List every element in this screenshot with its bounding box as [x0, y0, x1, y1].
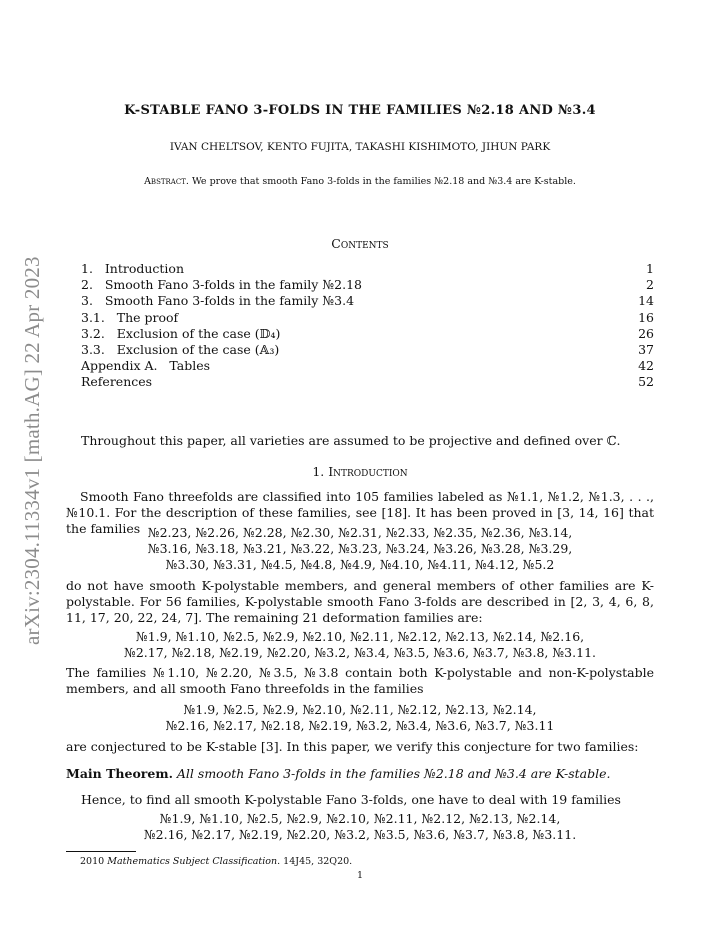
toc-entry-title: 3.1. The proof	[81, 309, 179, 325]
intro-paragraph-1: Smooth Fano threefolds are classified into 105 families labeled as №1.1, №1.2, №1.3, . . ., №10.1. For the description of these families, see [18]. It has been proved in [3, 14, 16] that the families	[66, 489, 654, 536]
intro-paragraph-5: Hence, to find all smooth K-polystable Fano 3-folds, one have to deal with 19 families	[81, 792, 621, 807]
toc-entry-page: 14	[638, 293, 654, 309]
family-list-2	[0, 629, 720, 661]
paper-title: K-STABLE FANO 3-FOLDS IN THE FAMILIES №2.18 AND №3.4	[124, 103, 596, 118]
toc-entry-page: 1	[646, 261, 654, 276]
abstract	[0, 176, 720, 187]
intro-paragraph-3: The families №1.10, №2.20, №3.5, №3.8 contain both K-polystable and non-K-polystable members, and all smooth Fano threefolds in the families	[66, 665, 654, 696]
footnote-year: 2010	[80, 856, 105, 867]
footnote-msc-codes: 14J45, 32Q20.	[283, 856, 353, 867]
list-item: №2.16, №2.17, №2.18, №2.19, №3.2, №3.4, №3.6, №3.7, №3.11	[165, 718, 555, 733]
toc-entry[interactable]	[81, 277, 654, 293]
intro-paragraph-4: are conjectured to be K-stable [3]. In this paper, we verify this conjecture for two families:	[66, 739, 639, 754]
footnote-rule	[66, 851, 136, 852]
list-item: №2.17, №2.18, №2.19, №2.20, №3.2, №3.4, №3.5, №3.6, №3.7, №3.8, №3.11.	[124, 645, 596, 660]
family-list-4	[0, 811, 720, 843]
toc-entry-page: 16	[638, 309, 654, 325]
toc-entry-title: 1. Introduction	[81, 261, 185, 276]
abstract-text: We prove that smooth Fano 3-folds in the families №2.18 and №3.4 are K-stable.	[191, 176, 576, 187]
toc-entry[interactable]	[81, 342, 654, 358]
toc-entry-title: 3. Smooth Fano 3-folds in the family №3.4	[81, 293, 355, 309]
toc-entry-title: 3.3. Exclusion of the case (𝔸₃)	[81, 341, 280, 357]
list-item: №1.9, №2.5, №2.9, №2.10, №2.11, №2.12, №2.13, №2.14,	[183, 702, 537, 717]
toc-entry-page: 42	[638, 358, 654, 374]
list-item: №2.23, №2.26, №2.28, №2.30, №2.31, №2.33, №2.35, №2.36, №3.14,	[147, 525, 573, 540]
page-number: 1	[356, 870, 364, 881]
toc-entry-page: 26	[638, 325, 654, 341]
toc-entry[interactable]	[81, 374, 654, 390]
abstract-label: Abstract.	[144, 176, 189, 187]
footnote-msc-label: Mathematics Subject Classification.	[107, 856, 281, 867]
intro-paragraph-2: do not have smooth K-polystable members, and general members of other families are K-polystable. For 56 families, K-polystable smooth Fano 3-folds are described in [2, 3, 4, 6, 8, 11, 17, 20, 22, 24, 7]. The remaining 21 deformation families are:	[66, 578, 654, 625]
toc-entry[interactable]	[81, 358, 654, 374]
toc-entry-title: 2. Smooth Fano 3-folds in the family №2.18	[81, 277, 362, 293]
list-item: №3.16, №3.18, №3.21, №3.22, №3.23, №3.24, №3.26, №3.28, №3.29,	[147, 541, 573, 556]
family-list-1	[0, 525, 720, 573]
main-theorem-statement: All smooth Fano 3-folds in the families №2.18 and №3.4 are K-stable.	[176, 766, 611, 781]
toc-entry-page: 52	[638, 374, 654, 390]
list-item: №1.9, №1.10, №2.5, №2.9, №2.10, №2.11, №2.12, №2.13, №2.14, №2.16,	[135, 629, 585, 644]
footnote	[80, 856, 352, 867]
toc-entry-title: References	[81, 374, 153, 390]
toc-entry[interactable]	[81, 293, 654, 309]
assumption-sentence: Throughout this paper, all varieties are assumed to be projective and defined over ℂ.	[81, 433, 621, 448]
toc-entry[interactable]	[81, 261, 654, 277]
toc-entry[interactable]	[81, 310, 654, 326]
section-heading-introduction: 1. Introduction	[312, 464, 408, 479]
toc-entry-page: 37	[638, 341, 654, 357]
list-item: №3.30, №3.31, №4.5, №4.8, №4.9, №4.10, №4.11, №4.12, №5.2	[165, 557, 555, 572]
toc-entry-title: 3.2. Exclusion of the case (𝔻₄)	[81, 325, 281, 341]
paper-authors: IVAN CHELTSOV, KENTO FUJITA, TAKASHI KISHIMOTO, JIHUN PARK	[169, 141, 551, 153]
table-of-contents	[81, 261, 654, 391]
arxiv-identifier: arXiv:2304.11334v1 [math.AG] 22 Apr 2023	[20, 256, 44, 645]
main-theorem-label: Main Theorem.	[66, 766, 173, 781]
contents-heading: Contents	[331, 236, 389, 251]
family-list-3	[0, 702, 720, 734]
toc-entry-page: 2	[646, 277, 654, 293]
toc-entry-title: Appendix A. Tables	[81, 358, 211, 374]
toc-entry[interactable]	[81, 326, 654, 342]
main-theorem	[66, 766, 611, 782]
list-item: №1.9, №1.10, №2.5, №2.9, №2.10, №2.11, №2.12, №2.13, №2.14,	[159, 811, 561, 826]
list-item: №2.16, №2.17, №2.19, №2.20, №3.2, №3.5, №3.6, №3.7, №3.8, №3.11.	[143, 827, 577, 842]
